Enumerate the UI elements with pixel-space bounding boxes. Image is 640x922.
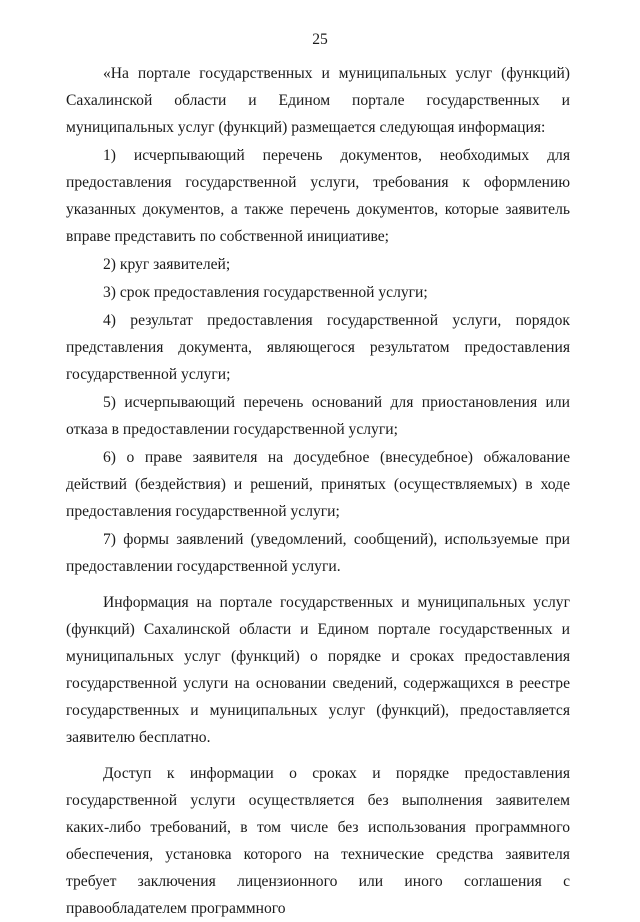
document-body xyxy=(66,60,570,922)
paragraph-intro: «На портале государственных и муниципальных услуг (функций) Сахалинской области и Едином портале государственных и муниципальных услуг (функций) размещается следующая информация: xyxy=(66,65,570,136)
list-item-4: 4) результат предоставления государственной услуги, порядок представления документа, являющегося результатом предоставления государственной услуги; xyxy=(66,312,570,383)
page-number: 25 xyxy=(312,31,328,48)
list-item-5: 5) исчерпывающий перечень оснований для приостановления или отказа в предоставлении государственной услуги; xyxy=(66,394,570,438)
list-item-2: 2) круг заявителей; xyxy=(103,256,231,273)
list-item-1: 1) исчерпывающий перечень документов, необходимых для предоставления государственной услуги, требования к оформлению указанных документов, а также перечень документов, которые заявитель вправе представить по собственной инициативе; xyxy=(66,147,570,245)
paragraph-access: Доступ к информации о сроках и порядке предоставления государственной услуги осуществляется без выполнения заявителем каких-либо требований, в том числе без использования программного обеспечения, установка которого на технические средства заявителя требует заключения лицензионного или иного соглашения с правообладателем программного xyxy=(66,765,570,917)
list-item-6: 6) о праве заявителя на досудебное (внесудебное) обжалование действий (бездействия) и решений, принятых (осуществляемых) в ходе предоставления государственной услуги; xyxy=(66,449,570,520)
list-item-7: 7) формы заявлений (уведомлений, сообщений), используемые при предоставлении государственной услуги. xyxy=(66,531,570,575)
paragraph-information-free: Информация на портале государственных и муниципальных услуг (функций) Сахалинской области и Едином портале государственных и муниципальных услуг (функций) о порядке и сроках предоставления государственной услуги на основании сведений, содержащихся в реестре государственных и муниципальных услуг (функций), предоставляется заявителю бесплатно. xyxy=(66,594,570,746)
list-item-3: 3) срок предоставления государственной услуги; xyxy=(103,284,428,301)
